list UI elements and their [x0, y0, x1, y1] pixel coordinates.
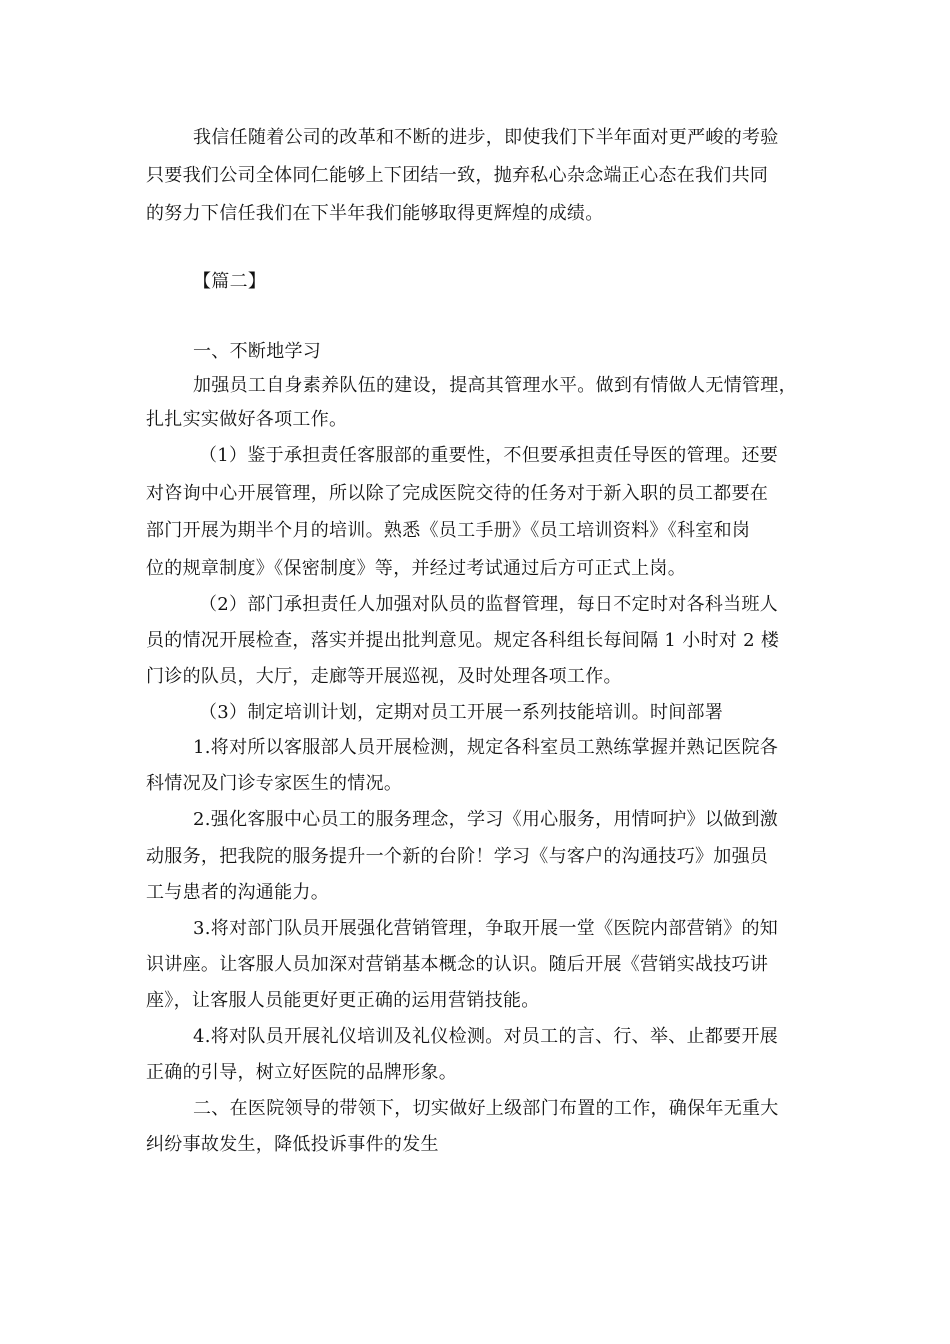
text-line: 动服务，把我院的服务提升一个新的台阶！学习《与客户的沟通技巧》加强员 [146, 846, 769, 867]
text-line: 1.将对所以客服部人员开展检测，规定各科室员工熟练掌握并熟记医院各 [193, 737, 779, 758]
text-line: 正确的引导，树立好医院的品牌形象。 [146, 1062, 458, 1083]
text-line: 科情况及门诊专家医生的情况。 [146, 773, 403, 794]
text-line: 2.强化客服中心员工的服务理念，学习《用心服务，用情呵护》以做到激 [193, 809, 779, 830]
text-line: 扎扎实实做好各项工作。 [146, 409, 348, 430]
text-line: 员的情况开展检查，落实并提出批判意见。规定各科组长每间隔 1 小时对 2 楼 [146, 630, 780, 651]
text-line: 座》，让客服人员能更好更正确的运用营销技能。 [146, 990, 540, 1011]
section-heading: 【篇二】 [193, 271, 267, 292]
text-line: （3）制定培训计划，定期对员工开展一系列技能培训。时间部署 [199, 702, 724, 723]
text-line: 纠纷事故发生，降低投诉事件的发生 [146, 1134, 439, 1155]
text-line: 3.将对部门队员开展强化营销管理，争取开展一堂《医院内部营销》的知 [193, 918, 779, 939]
text-line: 只要我们公司全体同仁能够上下团结一致，抛弃私心杂念端正心态在我们共同 [146, 165, 769, 186]
text-line: 的努力下信任我们在下半年我们能够取得更辉煌的成绩。 [146, 203, 604, 224]
text-line: 位的规章制度》《保密制度》等，并经过考试通过后方可正式上岗。 [146, 558, 686, 579]
text-line: 我信任随着公司的改革和不断的进步，即使我们下半年面对更严峻的考验 [193, 127, 779, 148]
text-line: （2）部门承担责任人加强对队员的监督管理，每日不定时对各科当班人 [199, 594, 779, 615]
text-line: 4.将对队员开展礼仪培训及礼仪检测。对员工的言、行、举、止都要开展 [193, 1026, 779, 1047]
text-line: 门诊的队员，大厅，走廊等开展巡视，及时处理各项工作。 [146, 666, 622, 687]
text-line: 对咨询中心开展管理，所以除了完成医院交待的任务对于新入职的员工都要在 [146, 483, 769, 504]
text-line: 识讲座。让客服人员加深对营销基本概念的认识。随后开展《营销实战技巧讲 [146, 954, 769, 975]
heading-line: 一、不断地学习 [193, 341, 322, 362]
text-line: 工与患者的沟通能力。 [146, 882, 329, 903]
text-line: 部门开展为期半个月的培训。熟悉《员工手册》《员工培训资料》《科室和岗 [146, 520, 751, 541]
text-line: （1）鉴于承担责任客服部的重要性，不但要承担责任导医的管理。还要 [199, 445, 779, 466]
text-line: 二、在医院领导的带领下，切实做好上级部门布置的工作，确保年无重大 [193, 1098, 779, 1119]
text-line: 加强员工自身素养队伍的建设，提高其管理水平。做到有情做人无情管理， [193, 375, 797, 396]
